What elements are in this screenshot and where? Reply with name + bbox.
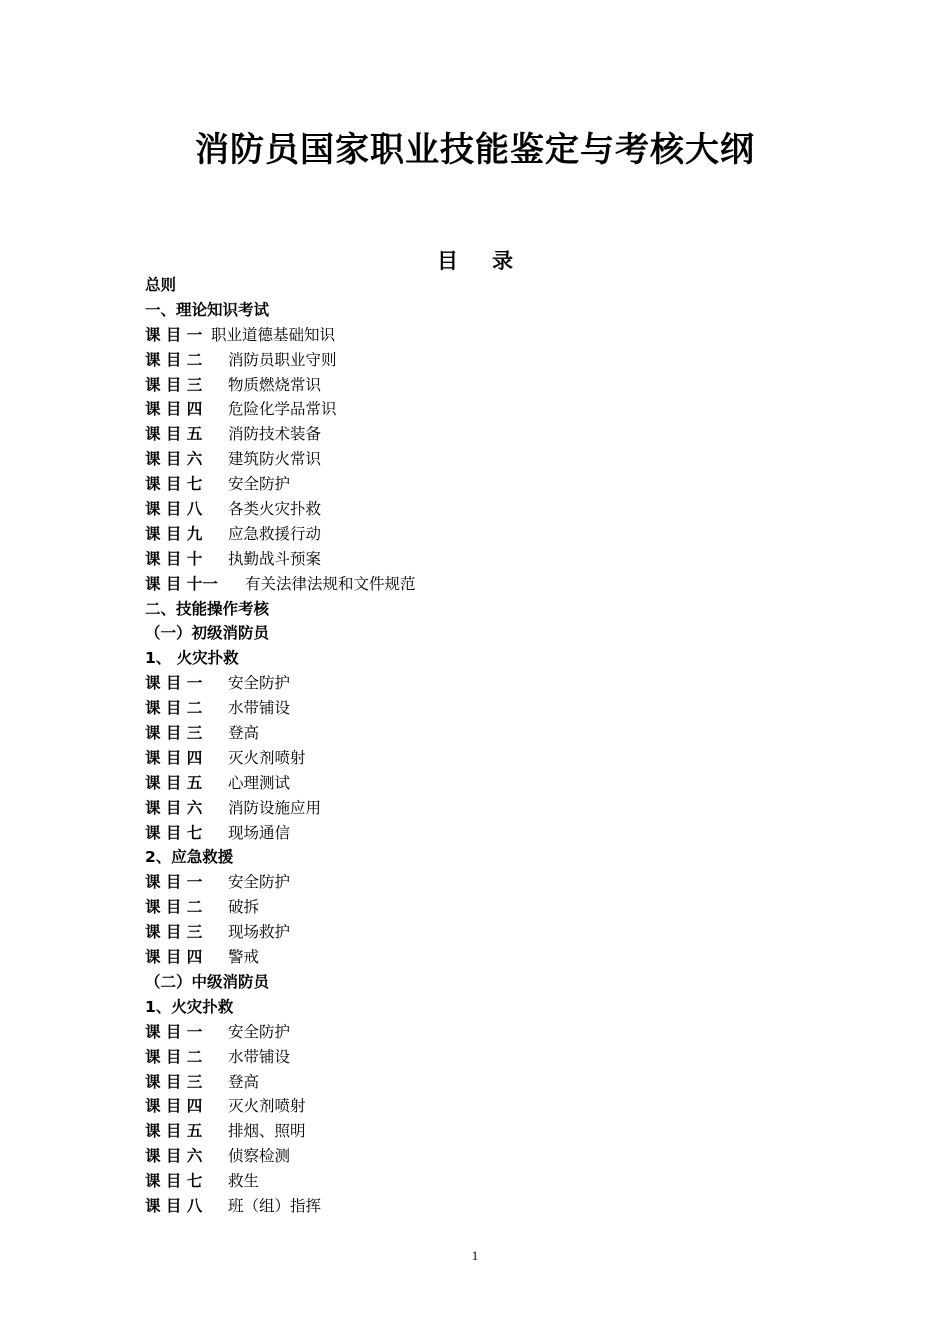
toc-entry-code: 课 目 七	[145, 475, 203, 494]
toc-entry-code: 课 目 七	[145, 823, 203, 842]
toc-entry[interactable]	[145, 696, 845, 721]
toc-heading	[0, 246, 950, 276]
toc-entry[interactable]	[145, 1169, 845, 1194]
toc-section-label: 二、技能操作考核	[145, 599, 270, 618]
toc-entry[interactable]	[145, 1094, 845, 1119]
toc-entry-code: 课 目 一	[145, 873, 203, 892]
toc-entry-code: 课 目 五	[145, 425, 203, 444]
toc-entry[interactable]	[145, 472, 845, 497]
toc-entry-code: 课 目 三	[145, 923, 203, 942]
toc-entry-code: 课 目 七	[145, 1172, 203, 1191]
toc-entry[interactable]	[145, 895, 845, 920]
toc-entry-title: 执勤战斗预案	[228, 549, 322, 568]
toc-entry[interactable]	[145, 547, 845, 572]
toc-entry[interactable]	[145, 1070, 845, 1095]
toc-entry-title: 侦察检测	[228, 1147, 291, 1166]
toc-entry-title: 物质燃烧常识	[228, 375, 322, 394]
toc-entry[interactable]	[145, 522, 845, 547]
toc-section-heading[interactable]	[145, 845, 845, 870]
toc-entry-title: 安全防护	[228, 873, 291, 892]
toc-entry[interactable]	[145, 945, 845, 970]
toc-entry-code: 课 目 五	[145, 1122, 203, 1141]
toc-entry-code: 课 目 三	[145, 724, 203, 743]
toc-entry[interactable]	[145, 920, 845, 945]
toc-entry-title: 登高	[228, 1072, 260, 1091]
toc-entry-code: 课 目 一	[145, 325, 203, 344]
toc-section-heading[interactable]	[145, 298, 845, 323]
toc-entry[interactable]	[145, 1045, 845, 1070]
toc-entry[interactable]	[145, 721, 845, 746]
toc-entry-code: 课 目 六	[145, 450, 203, 469]
toc-entry[interactable]	[145, 497, 845, 522]
toc-entry-title: 心理测试	[228, 773, 291, 792]
toc-entry-code: 课 目 八	[145, 500, 203, 519]
toc-entry-code: 课 目 五	[145, 773, 203, 792]
table-of-contents	[145, 273, 845, 1219]
toc-entry[interactable]	[145, 373, 845, 398]
toc-entry-title: 建筑防火常识	[228, 450, 322, 469]
toc-entry-code: 课 目 十	[145, 549, 203, 568]
toc-section-heading[interactable]	[145, 970, 845, 995]
toc-entry-code: 课 目 三	[145, 1072, 203, 1091]
toc-entry-title: 警戒	[228, 948, 260, 967]
page-number: 1	[471, 1248, 479, 1263]
document-title: 消防员国家职业技能鉴定与考核大纲	[195, 130, 755, 170]
toc-section-label: 一、理论知识考试	[145, 300, 270, 319]
toc-section-heading[interactable]	[145, 646, 845, 671]
toc-entry-title: 消防员职业守则	[228, 350, 337, 369]
toc-section-heading[interactable]	[145, 995, 845, 1020]
toc-entry[interactable]	[145, 323, 845, 348]
toc-entry[interactable]	[145, 821, 845, 846]
toc-section-label: 1、火灾扑救	[145, 997, 234, 1016]
toc-entry-title: 安全防护	[228, 674, 291, 693]
toc-section-label: （二）中级消防员	[145, 972, 270, 991]
toc-section-heading[interactable]	[145, 597, 845, 622]
toc-entry-title: 各类火灾扑救	[228, 500, 322, 519]
toc-section-heading[interactable]	[145, 621, 845, 646]
toc-section-label: 1、 火灾扑救	[145, 649, 239, 668]
toc-entry-title: 水带铺设	[228, 1047, 291, 1066]
toc-entry[interactable]	[145, 348, 845, 373]
toc-entry-code: 课 目 六	[145, 1147, 203, 1166]
toc-entry-code: 课 目 四	[145, 400, 203, 419]
toc-entry[interactable]	[145, 771, 845, 796]
toc-heading-part-2: 录	[492, 249, 513, 273]
toc-entry-title: 水带铺设	[228, 699, 291, 718]
toc-entry-title: 应急救援行动	[228, 524, 322, 543]
toc-entry-title: 危险化学品常识	[228, 400, 337, 419]
toc-entry-code: 课 目 二	[145, 898, 203, 917]
toc-entry-title: 排烟、照明	[228, 1122, 306, 1141]
toc-entry-title: 班（组）指挥	[228, 1196, 322, 1215]
toc-entry-title: 现场通信	[228, 823, 291, 842]
toc-entry-code: 课 目 八	[145, 1196, 203, 1215]
toc-section-label: 2、应急救援	[145, 848, 234, 867]
toc-entry-title: 灭火剂喷射	[228, 748, 306, 767]
toc-entry[interactable]	[145, 1144, 845, 1169]
toc-entry[interactable]	[145, 397, 845, 422]
toc-entry-code: 课 目 六	[145, 798, 203, 817]
toc-entry-title: 登高	[228, 724, 260, 743]
toc-entry-code: 课 目 九	[145, 524, 203, 543]
toc-entry[interactable]	[145, 870, 845, 895]
toc-entry-title: 破拆	[228, 898, 260, 917]
toc-entry-title: 救生	[228, 1172, 260, 1191]
toc-section-label: （一）初级消防员	[145, 624, 270, 643]
toc-entry-code: 课 目 二	[145, 350, 203, 369]
toc-entry-code: 课 目 三	[145, 375, 203, 394]
toc-entry-title: 职业道德基础知识	[211, 325, 336, 344]
toc-entry[interactable]	[145, 1020, 845, 1045]
toc-entry-title: 现场救护	[228, 923, 291, 942]
toc-entry-code: 课 目 十一	[145, 574, 218, 593]
toc-entry-code: 课 目 一	[145, 1022, 203, 1041]
toc-entry[interactable]	[145, 1194, 845, 1219]
toc-entry-title: 灭火剂喷射	[228, 1097, 306, 1116]
toc-entry-title: 消防设施应用	[228, 798, 322, 817]
toc-entry-code: 课 目 一	[145, 674, 203, 693]
toc-entry-title: 安全防护	[228, 475, 291, 494]
toc-entry-code: 课 目 四	[145, 1097, 203, 1116]
toc-entry[interactable]	[145, 1119, 845, 1144]
toc-entry-code: 课 目 四	[145, 748, 203, 767]
toc-section-label: 总则	[145, 276, 177, 294]
toc-entry-title: 有关法律法规和文件规范	[245, 574, 416, 593]
toc-heading-part-1: 目	[437, 249, 458, 273]
toc-entry[interactable]	[145, 671, 845, 696]
toc-entry[interactable]	[145, 572, 845, 597]
toc-entry[interactable]	[145, 447, 845, 472]
toc-entry-title: 消防技术装备	[228, 425, 322, 444]
toc-entry-code: 课 目 二	[145, 1047, 203, 1066]
toc-entry-title: 安全防护	[228, 1022, 291, 1041]
toc-entry[interactable]	[145, 422, 845, 447]
toc-entry[interactable]	[145, 796, 845, 821]
toc-entry-code: 课 目 二	[145, 699, 203, 718]
toc-entry-code: 课 目 四	[145, 948, 203, 967]
toc-section-heading[interactable]	[145, 273, 845, 298]
toc-entry[interactable]	[145, 746, 845, 771]
